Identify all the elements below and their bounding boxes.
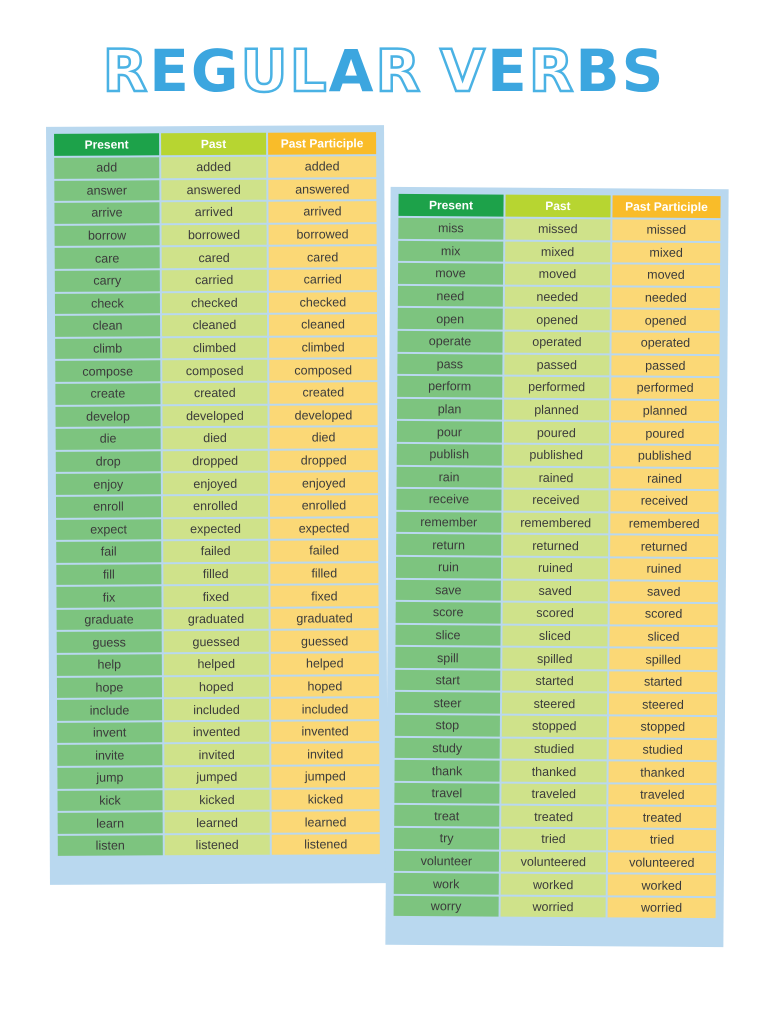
present-cell: arrive bbox=[54, 202, 159, 223]
past-cell: needed bbox=[505, 286, 610, 307]
present-cell: slice bbox=[395, 625, 500, 646]
past-cell: hoped bbox=[164, 676, 269, 697]
past-cell: traveled bbox=[501, 783, 606, 804]
table-row bbox=[397, 399, 719, 422]
past-cell: worried bbox=[500, 896, 605, 917]
table-row bbox=[397, 466, 719, 489]
table-row bbox=[57, 698, 379, 720]
present-cell: climb bbox=[55, 338, 160, 359]
past-participle-cell: invented bbox=[271, 721, 379, 742]
past-participle-cell: kicked bbox=[271, 789, 379, 810]
past-participle-cell: returned bbox=[610, 536, 718, 557]
past-participle-cell: borrowed bbox=[268, 224, 376, 245]
present-cell: volunteer bbox=[394, 850, 499, 871]
table-row bbox=[55, 337, 377, 359]
header-past: Past bbox=[161, 133, 266, 156]
header-past: Past bbox=[505, 195, 610, 218]
present-cell: drop bbox=[56, 451, 161, 472]
past-participle-cell: operated bbox=[611, 332, 719, 353]
table-row bbox=[57, 676, 379, 698]
past-participle-cell: sliced bbox=[609, 626, 717, 647]
past-cell: jumped bbox=[164, 767, 269, 788]
past-cell: arrived bbox=[161, 202, 266, 223]
present-cell: spill bbox=[395, 647, 500, 668]
past-cell: invented bbox=[164, 722, 269, 743]
table-row bbox=[394, 805, 716, 828]
past-cell: climbed bbox=[162, 337, 267, 358]
past-participle-cell: worked bbox=[608, 875, 716, 896]
present-cell: create bbox=[55, 383, 160, 404]
present-cell: save bbox=[396, 579, 501, 600]
table-row bbox=[397, 376, 719, 399]
past-cell: scored bbox=[503, 603, 608, 624]
past-participle-cell: included bbox=[271, 698, 379, 719]
present-cell: stop bbox=[395, 715, 500, 736]
past-participle-cell: created bbox=[269, 382, 377, 403]
table-row bbox=[55, 382, 377, 404]
title-letter: E bbox=[487, 37, 529, 105]
past-participle-cell: dropped bbox=[270, 450, 378, 471]
table-row bbox=[394, 783, 716, 806]
past-participle-cell: opened bbox=[612, 310, 720, 331]
table-row bbox=[396, 512, 718, 535]
present-cell: remember bbox=[396, 512, 501, 533]
present-cell: expect bbox=[56, 519, 161, 540]
table-row bbox=[54, 201, 376, 223]
table-row bbox=[57, 766, 379, 788]
present-cell: care bbox=[55, 248, 160, 269]
past-cell: received bbox=[503, 490, 608, 511]
title-letter: S bbox=[621, 37, 666, 105]
present-cell: add bbox=[54, 157, 159, 178]
table-row bbox=[398, 331, 720, 354]
past-cell: dropped bbox=[163, 450, 268, 471]
past-participle-cell: cared bbox=[269, 247, 377, 268]
table-row bbox=[396, 534, 718, 557]
present-cell: graduate bbox=[57, 609, 162, 630]
past-cell: started bbox=[502, 670, 607, 691]
past-cell: operated bbox=[504, 332, 609, 353]
present-cell: borrow bbox=[55, 225, 160, 246]
present-cell: miss bbox=[398, 218, 503, 239]
table-row bbox=[394, 896, 716, 919]
table-row bbox=[55, 269, 377, 291]
past-participle-cell: spilled bbox=[609, 649, 717, 670]
past-participle-cell: steered bbox=[609, 694, 717, 715]
table-row bbox=[57, 721, 379, 743]
table-row bbox=[396, 602, 718, 625]
table-row bbox=[55, 292, 377, 314]
past-participle-cell: remembered bbox=[610, 513, 718, 534]
present-cell: include bbox=[57, 700, 162, 721]
table-row bbox=[397, 421, 719, 444]
table-row bbox=[56, 563, 378, 585]
present-cell: invite bbox=[57, 745, 162, 766]
table-row bbox=[57, 789, 379, 811]
past-cell: volunteered bbox=[501, 851, 606, 872]
past-participle-cell: ruined bbox=[610, 558, 718, 579]
past-cell: studied bbox=[502, 738, 607, 759]
present-cell: enroll bbox=[56, 496, 161, 517]
present-cell: guess bbox=[57, 632, 162, 653]
present-cell: return bbox=[396, 534, 501, 555]
past-participle-cell: published bbox=[611, 445, 719, 466]
past-cell: answered bbox=[161, 179, 266, 200]
table-row bbox=[394, 828, 716, 851]
table-row bbox=[397, 353, 719, 376]
present-cell: fill bbox=[56, 564, 161, 585]
past-cell: published bbox=[504, 445, 609, 466]
past-participle-cell: learned bbox=[271, 811, 379, 832]
past-participle-cell: received bbox=[610, 490, 718, 511]
present-cell: help bbox=[57, 654, 162, 675]
title-letter: R bbox=[102, 37, 150, 105]
table-row bbox=[394, 873, 716, 896]
past-participle-cell: jumped bbox=[271, 766, 379, 787]
table-row bbox=[55, 314, 377, 336]
table-row bbox=[58, 834, 380, 856]
verb-table bbox=[392, 192, 723, 921]
past-participle-cell: helped bbox=[271, 653, 379, 674]
present-cell: open bbox=[398, 308, 503, 329]
past-cell: helped bbox=[164, 654, 269, 675]
table-row bbox=[56, 518, 378, 540]
past-participle-cell: climbed bbox=[269, 337, 377, 358]
present-cell: start bbox=[395, 670, 500, 691]
past-participle-cell: enrolled bbox=[270, 495, 378, 516]
past-cell: checked bbox=[162, 292, 267, 313]
table-row bbox=[396, 579, 718, 602]
verb-table bbox=[52, 130, 382, 858]
past-participle-cell: started bbox=[609, 671, 717, 692]
past-participle-cell: poured bbox=[611, 423, 719, 444]
table-row bbox=[395, 647, 717, 670]
present-cell: try bbox=[394, 828, 499, 849]
present-cell: score bbox=[396, 602, 501, 623]
table-row bbox=[57, 608, 379, 630]
past-cell: steered bbox=[502, 693, 607, 714]
header-past-participle: Past Participle bbox=[268, 132, 376, 155]
past-cell: mixed bbox=[505, 241, 610, 262]
present-cell: kick bbox=[57, 790, 162, 811]
past-participle-cell: invited bbox=[271, 744, 379, 765]
past-cell: planned bbox=[504, 399, 609, 420]
past-cell: included bbox=[164, 699, 269, 720]
past-participle-cell: expected bbox=[270, 518, 378, 539]
past-cell: moved bbox=[505, 264, 610, 285]
past-participle-cell: died bbox=[269, 427, 377, 448]
table-row bbox=[394, 850, 716, 873]
past-participle-cell: enjoyed bbox=[270, 472, 378, 493]
present-cell: work bbox=[394, 873, 499, 894]
past-cell: worked bbox=[501, 874, 606, 895]
table-row bbox=[396, 489, 718, 512]
past-participle-cell: checked bbox=[269, 292, 377, 313]
table-header-row bbox=[54, 132, 376, 156]
past-cell: kicked bbox=[164, 789, 269, 810]
title-letter: E bbox=[149, 37, 191, 105]
present-cell: treat bbox=[394, 805, 499, 826]
past-cell: created bbox=[162, 383, 267, 404]
table-row bbox=[395, 738, 717, 761]
present-cell: clean bbox=[55, 315, 160, 336]
present-cell: die bbox=[56, 428, 161, 449]
present-cell: learn bbox=[58, 813, 163, 834]
past-participle-cell: missed bbox=[612, 219, 720, 240]
past-cell: returned bbox=[503, 535, 608, 556]
verb-table-left bbox=[46, 125, 388, 885]
table-row bbox=[56, 472, 378, 494]
past-cell: added bbox=[161, 157, 266, 178]
past-participle-cell: saved bbox=[610, 581, 718, 602]
past-participle-cell: needed bbox=[612, 287, 720, 308]
table-row bbox=[55, 360, 377, 382]
table-row bbox=[57, 653, 379, 675]
table-body bbox=[394, 218, 721, 919]
present-cell: hope bbox=[57, 677, 162, 698]
table-row bbox=[395, 670, 717, 693]
present-cell: mix bbox=[398, 240, 503, 261]
past-cell: borrowed bbox=[161, 225, 266, 246]
table-row bbox=[57, 744, 379, 766]
present-cell: listen bbox=[58, 835, 163, 856]
table-row bbox=[398, 286, 720, 309]
verb-table-right bbox=[385, 187, 728, 947]
past-participle-cell: mixed bbox=[612, 242, 720, 263]
past-cell: performed bbox=[504, 377, 609, 398]
past-participle-cell: filled bbox=[270, 563, 378, 584]
header-present: Present bbox=[398, 194, 503, 217]
table-row bbox=[55, 224, 377, 246]
present-cell: thank bbox=[395, 760, 500, 781]
past-cell: thanked bbox=[501, 761, 606, 782]
past-participle-cell: fixed bbox=[270, 585, 378, 606]
past-participle-cell: cleaned bbox=[269, 314, 377, 335]
page-title bbox=[0, 36, 768, 106]
past-participle-cell: carried bbox=[269, 269, 377, 290]
present-cell: move bbox=[398, 263, 503, 284]
past-participle-cell: worried bbox=[607, 897, 715, 918]
past-cell: cleaned bbox=[162, 315, 267, 336]
present-cell: enjoy bbox=[56, 474, 161, 495]
title-letter: A bbox=[328, 37, 376, 105]
past-participle-cell: graduated bbox=[270, 608, 378, 629]
header-present: Present bbox=[54, 133, 159, 156]
present-cell: fail bbox=[56, 541, 161, 562]
past-cell: treated bbox=[501, 806, 606, 827]
present-cell: ruin bbox=[396, 557, 501, 578]
past-cell: cared bbox=[162, 247, 267, 268]
table-body bbox=[54, 156, 380, 856]
table-row bbox=[395, 692, 717, 715]
past-cell: fixed bbox=[163, 586, 268, 607]
past-cell: died bbox=[163, 428, 268, 449]
past-participle-cell: passed bbox=[611, 355, 719, 376]
past-participle-cell: tried bbox=[608, 829, 716, 850]
table-row bbox=[56, 427, 378, 449]
table-row bbox=[56, 450, 378, 472]
past-cell: missed bbox=[505, 219, 610, 240]
present-cell: pass bbox=[397, 353, 502, 374]
past-cell: remembered bbox=[503, 512, 608, 533]
title-letter: U bbox=[240, 37, 290, 105]
past-participle-cell: performed bbox=[611, 378, 719, 399]
past-cell: passed bbox=[504, 354, 609, 375]
past-participle-cell: volunteered bbox=[608, 852, 716, 873]
present-cell: pour bbox=[397, 421, 502, 442]
title-letter: V bbox=[440, 37, 488, 105]
past-cell: opened bbox=[505, 309, 610, 330]
table-row bbox=[398, 263, 720, 286]
present-cell: need bbox=[398, 286, 503, 307]
past-cell: filled bbox=[163, 563, 268, 584]
past-cell: expected bbox=[163, 518, 268, 539]
present-cell: travel bbox=[394, 783, 499, 804]
past-cell: carried bbox=[162, 270, 267, 291]
past-participle-cell: developed bbox=[269, 405, 377, 426]
table-row bbox=[56, 495, 378, 517]
table-row bbox=[54, 156, 376, 178]
table-row bbox=[55, 247, 377, 269]
present-cell: invent bbox=[57, 722, 162, 743]
present-cell: check bbox=[55, 293, 160, 314]
table-row bbox=[397, 444, 719, 467]
past-cell: rained bbox=[503, 467, 608, 488]
past-participle-cell: listened bbox=[272, 834, 380, 855]
table-row bbox=[395, 715, 717, 738]
past-participle-cell: hoped bbox=[271, 676, 379, 697]
past-participle-cell: thanked bbox=[608, 762, 716, 783]
present-cell: steer bbox=[395, 692, 500, 713]
past-participle-cell: rained bbox=[610, 468, 718, 489]
present-cell: rain bbox=[397, 466, 502, 487]
title-letter: B bbox=[575, 37, 622, 105]
present-cell: fix bbox=[56, 587, 161, 608]
table-header-row bbox=[398, 194, 720, 218]
past-cell: listened bbox=[165, 835, 270, 856]
present-cell: publish bbox=[397, 444, 502, 465]
past-cell: failed bbox=[163, 541, 268, 562]
table-row bbox=[395, 760, 717, 783]
past-participle-cell: moved bbox=[612, 265, 720, 286]
past-participle-cell: failed bbox=[270, 540, 378, 561]
past-cell: invited bbox=[164, 744, 269, 765]
present-cell: develop bbox=[55, 406, 160, 427]
present-cell: carry bbox=[55, 270, 160, 291]
past-cell: saved bbox=[503, 580, 608, 601]
past-cell: guessed bbox=[164, 631, 269, 652]
present-cell: study bbox=[395, 738, 500, 759]
table-row bbox=[58, 811, 380, 833]
table-row bbox=[57, 631, 379, 653]
past-cell: developed bbox=[162, 405, 267, 426]
past-cell: enrolled bbox=[163, 496, 268, 517]
title-letter: R bbox=[375, 37, 423, 105]
past-participle-cell: answered bbox=[268, 179, 376, 200]
past-cell: composed bbox=[162, 360, 267, 381]
past-cell: tried bbox=[501, 829, 606, 850]
present-cell: jump bbox=[57, 767, 162, 788]
past-cell: poured bbox=[504, 422, 609, 443]
past-participle-cell: stopped bbox=[609, 716, 717, 737]
past-participle-cell: guessed bbox=[271, 631, 379, 652]
header-past-participle: Past Participle bbox=[612, 195, 720, 218]
past-cell: sliced bbox=[502, 625, 607, 646]
table-row bbox=[395, 625, 717, 648]
table-row bbox=[56, 585, 378, 607]
past-participle-cell: treated bbox=[608, 807, 716, 828]
present-cell: worry bbox=[394, 896, 499, 917]
past-cell: ruined bbox=[503, 558, 608, 579]
past-participle-cell: composed bbox=[269, 360, 377, 381]
table-row bbox=[398, 308, 720, 331]
present-cell: receive bbox=[396, 489, 501, 510]
past-participle-cell: studied bbox=[609, 739, 717, 760]
table-row bbox=[396, 557, 718, 580]
title-letter: L bbox=[289, 37, 329, 105]
present-cell: compose bbox=[55, 361, 160, 382]
past-cell: spilled bbox=[502, 648, 607, 669]
past-cell: stopped bbox=[502, 716, 607, 737]
past-participle-cell: scored bbox=[609, 603, 717, 624]
table-row bbox=[54, 179, 376, 201]
present-cell: perform bbox=[397, 376, 502, 397]
title-letter: R bbox=[528, 37, 576, 105]
present-cell: operate bbox=[398, 331, 503, 352]
table-row bbox=[398, 218, 720, 241]
table-row bbox=[56, 540, 378, 562]
past-cell: graduated bbox=[163, 609, 268, 630]
present-cell: plan bbox=[397, 399, 502, 420]
past-cell: enjoyed bbox=[163, 473, 268, 494]
present-cell: answer bbox=[54, 180, 159, 201]
title-letter: G bbox=[190, 37, 241, 105]
past-participle-cell: arrived bbox=[268, 201, 376, 222]
past-participle-cell: planned bbox=[611, 400, 719, 421]
table-row bbox=[398, 240, 720, 263]
past-participle-cell: traveled bbox=[608, 784, 716, 805]
table-row bbox=[55, 405, 377, 427]
past-participle-cell: added bbox=[268, 156, 376, 177]
past-cell: learned bbox=[165, 812, 270, 833]
